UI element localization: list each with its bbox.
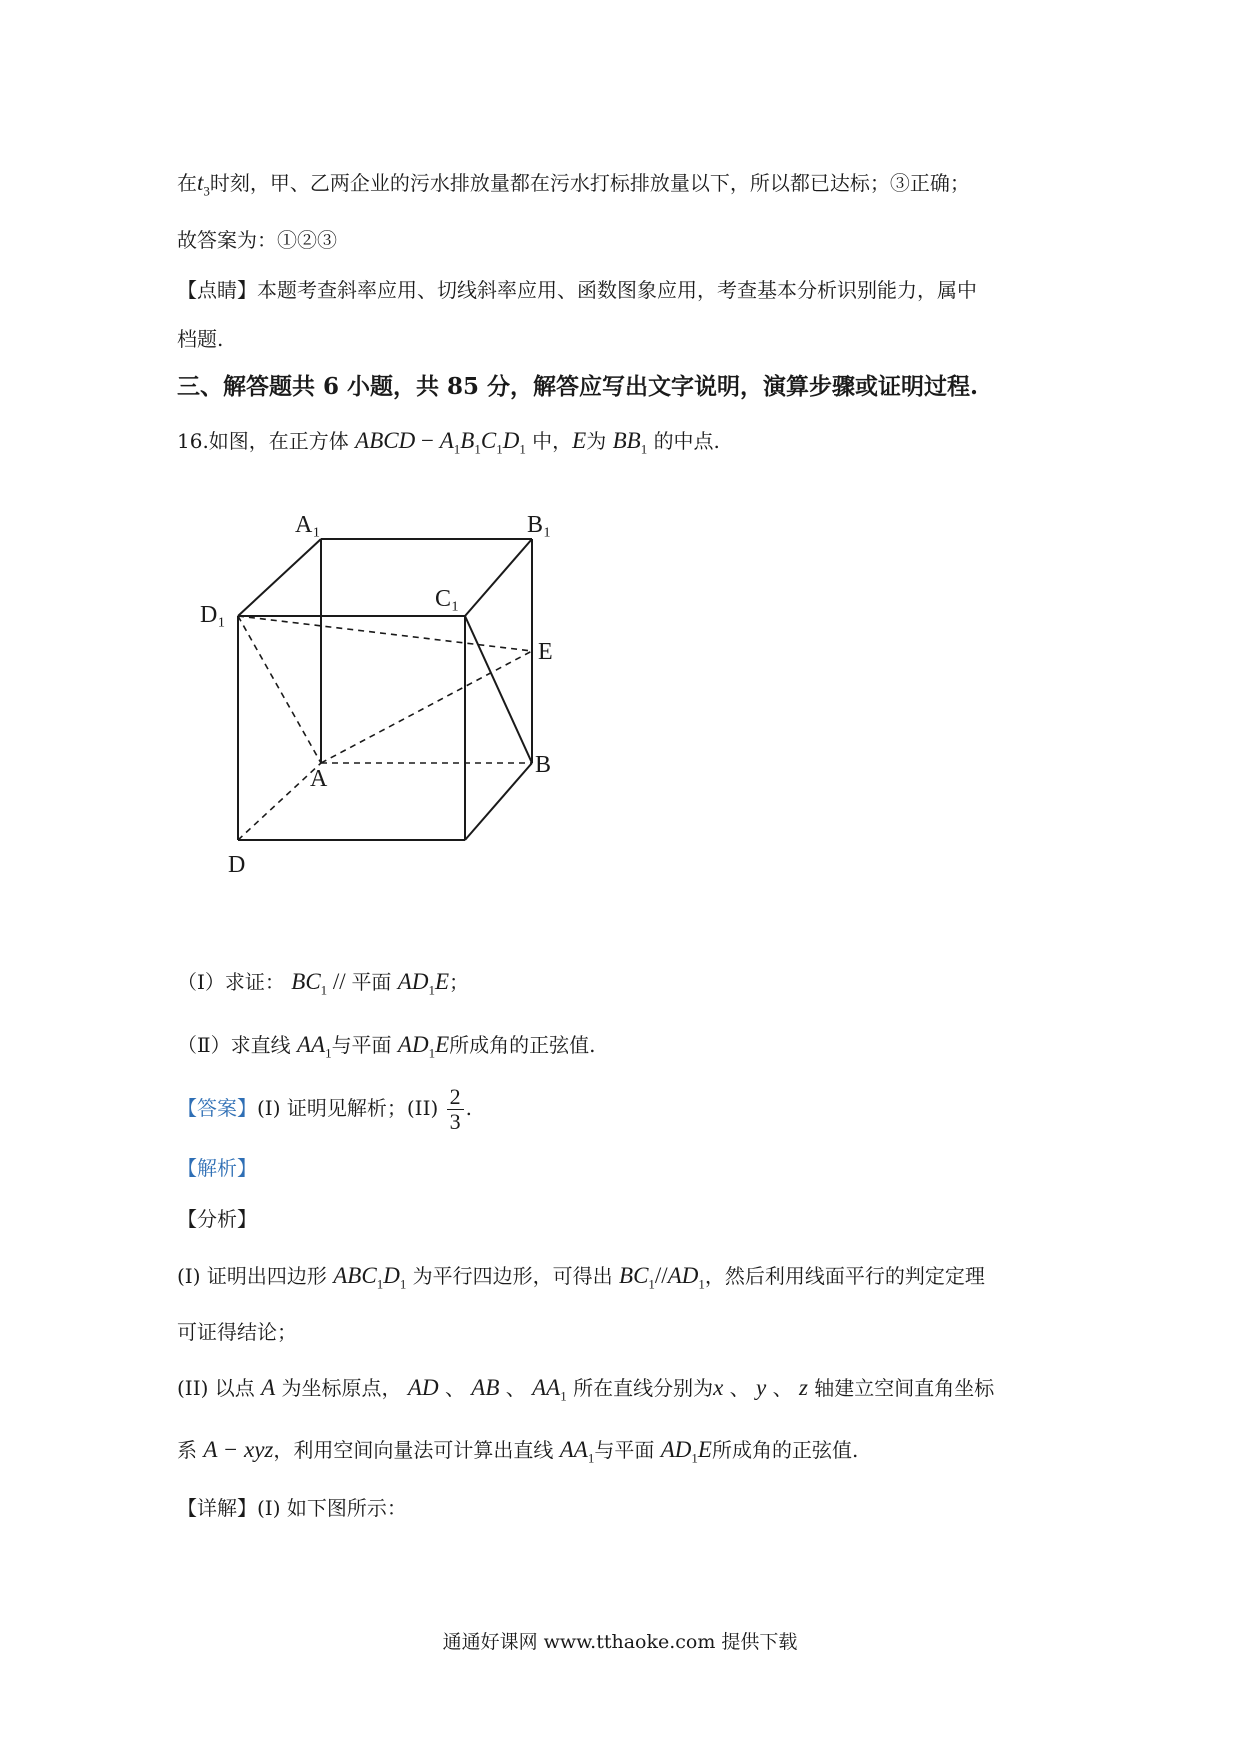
math-y: y [756, 1375, 767, 1400]
solution-tag: 【详解】 [177, 1496, 257, 1520]
text: 为坐标原点， [281, 1376, 402, 1400]
math-ABC1D1: $ABC_1D_1$ [333, 1263, 407, 1292]
text: 所成角的正弦值. [449, 1033, 596, 1057]
answer-line [177, 1083, 472, 1134]
text: ，利用空间向量法可计算出直线 [273, 1438, 554, 1462]
text: 的中点. [653, 429, 720, 453]
label-B1: B₁ [527, 512, 552, 538]
answer-tag: 【答案】 [177, 1096, 257, 1120]
text: 时刻，甲、乙两企业的污水排放量都在污水打标排放量以下，所以都已达标；③正确； [209, 171, 970, 195]
text: 、 [444, 1376, 465, 1400]
label-A1: A₁ [295, 512, 321, 538]
analysis-part-1 [177, 1262, 985, 1299]
math-A: A [261, 1375, 276, 1400]
text: 中， [532, 429, 573, 453]
question-16 [177, 427, 720, 464]
math-AD1E: $AD_1E$ [397, 969, 450, 998]
label-D1: D₁ [200, 602, 226, 628]
question-part-2 [177, 1031, 596, 1068]
math-AD1E: $AD_1E$ [660, 1437, 712, 1466]
text: 系 [177, 1438, 197, 1462]
math-z: z [798, 1375, 808, 1400]
text: (I) 如下图所示： [257, 1496, 407, 1520]
text: （Ⅱ）求直线 [177, 1033, 291, 1057]
label-E: E [538, 639, 553, 665]
remark-line-2: 档题. [177, 327, 224, 351]
math-AD1E: $AD_1E$ [397, 1032, 450, 1061]
text: 16.如图，在正方体 [177, 429, 349, 453]
math-AA1: $AA_1$ [296, 1032, 332, 1061]
text: 与平面 [331, 1033, 392, 1057]
text: (I) 证明见解析；(II) [257, 1096, 439, 1120]
math-E: E [572, 428, 587, 453]
page-footer[interactable]: 通通好课网 www.tthaoke.com 提供下载 [442, 1631, 798, 1653]
cube-figure [195, 500, 595, 880]
analysis-part-2-cont [177, 1436, 858, 1473]
parallel-symbol: // [327, 969, 352, 994]
text: 为平行四边形，可得出 [412, 1264, 613, 1288]
math-AD: AD [407, 1375, 439, 1400]
cube-solid-edges [238, 539, 532, 840]
question-part-1 [177, 968, 469, 1005]
text: 在 [177, 171, 197, 195]
text: 、 [729, 1376, 750, 1400]
text: (I) 证明出四边形 [177, 1264, 327, 1288]
text: . [465, 1096, 472, 1120]
remark-line-1: 【点睛】本题考查斜率应用、切线斜率应用、函数图象应用，考查基本分析识别能力，属中 [177, 278, 977, 302]
text: 轴建立空间直角坐标 [814, 1376, 995, 1400]
text: (II) 以点 [177, 1376, 255, 1400]
answer-summary: 故答案为：①②③ [177, 228, 337, 252]
math-BC1-par-AD1: $BC_1//AD_1$ [619, 1263, 705, 1292]
text: ； [449, 970, 470, 994]
fraction-2-3: $\frac{2}{3}$ [447, 1085, 464, 1134]
math-AA1: $AA_1$ [532, 1375, 567, 1404]
label-B: B [535, 752, 552, 778]
math-BC1: $BC_1$ [291, 969, 328, 998]
text: （Ⅰ）求证： [177, 970, 285, 994]
analysis-part-2 [177, 1374, 994, 1411]
text: 所成角的正弦值. [711, 1438, 859, 1462]
math-x: x [713, 1375, 724, 1400]
math-AB: AB [471, 1375, 500, 1400]
text: 所在直线分别为 [573, 1376, 714, 1400]
math-cube-name: ABCD − $A_1B_1C_1D_1$ [355, 428, 526, 457]
label-A: A [310, 766, 328, 792]
analysis-part-1-cont: 可证得结论； [177, 1320, 297, 1344]
text: 、 [505, 1376, 526, 1400]
text: 平面 [351, 970, 392, 994]
detailed-solution [177, 1494, 407, 1522]
text: 与平面 [594, 1438, 655, 1462]
breakdown-tag: 【分析】 [177, 1207, 257, 1231]
math-coordinate-system: A − xyz [203, 1437, 274, 1462]
math-AA1: $AA_1$ [559, 1437, 595, 1466]
paragraph-conclusion [177, 169, 970, 206]
text: 、 [772, 1376, 793, 1400]
label-D: D [228, 852, 246, 878]
analysis-tag: 【解析】 [177, 1156, 257, 1180]
text: 为 [586, 429, 607, 453]
label-C1: C₁ [435, 586, 460, 612]
math-BB1: $BB_1$ [612, 428, 648, 457]
cube-dashed-edges [238, 616, 532, 840]
text: ，然后利用线面平行的判定定理 [704, 1264, 985, 1288]
section-heading: 三、解答题共 6 小题，共 85 分，解答应写出文字说明，演算步骤或证明过程. [177, 373, 979, 400]
math-t3: $t_3$ [197, 170, 210, 199]
